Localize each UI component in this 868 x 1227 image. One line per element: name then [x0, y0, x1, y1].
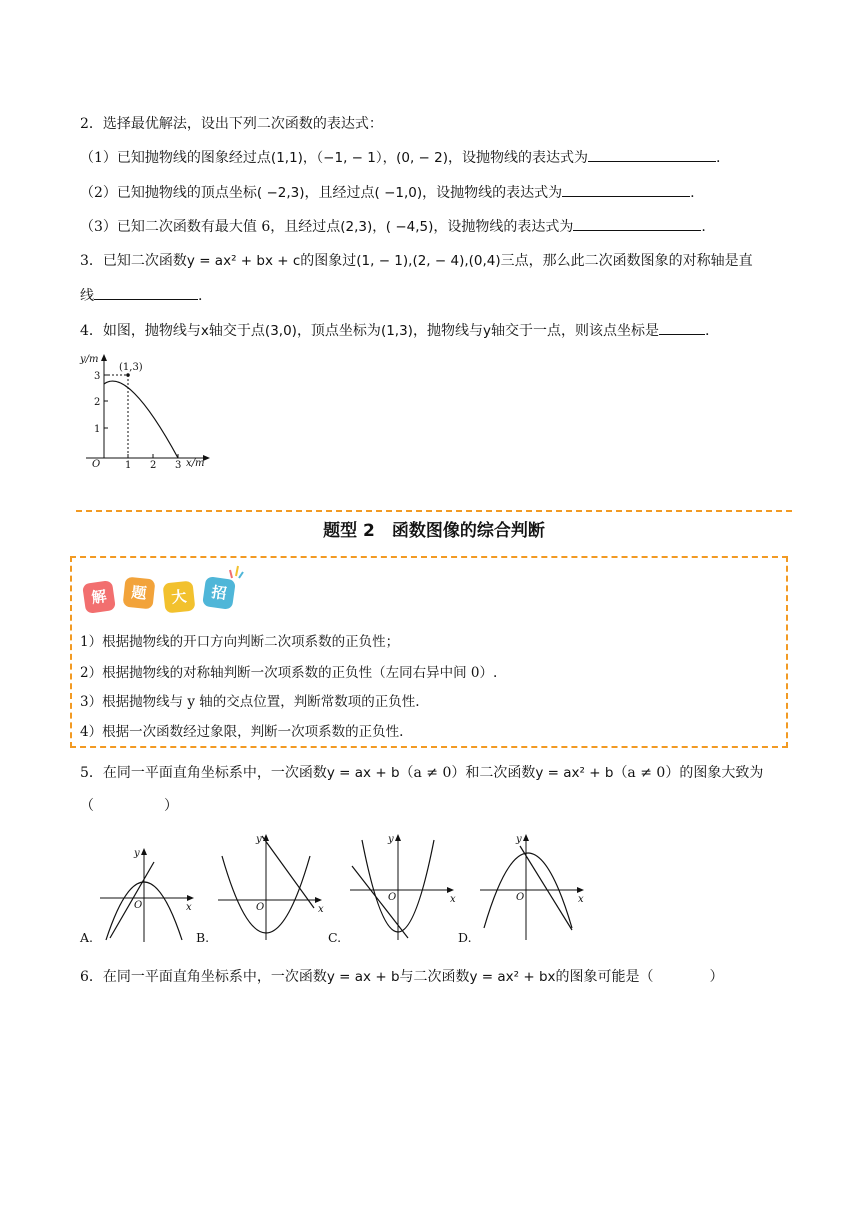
- x-axis-label: x: [318, 904, 324, 915]
- q2-part2: （2）已知抛物线的顶点坐标( −2,3)，且经过点( −1,0)，设抛物线的表达式为 .: [80, 182, 695, 203]
- answer-blank[interactable]: [659, 320, 705, 335]
- y-axis-label: y: [516, 834, 522, 845]
- option-a-label[interactable]: A.: [80, 930, 94, 945]
- tip-item: 4）根据一次函数经过象限，判断一次项系数的正负性.: [80, 724, 404, 740]
- line-graph: [352, 866, 408, 938]
- x-tick-2: 2: [150, 460, 157, 471]
- x-tick-1: 1: [125, 460, 132, 471]
- badge-char: 题: [123, 577, 156, 610]
- x-axis-label: x: [578, 894, 584, 905]
- badge-char: 招: [202, 576, 236, 610]
- x-tick-3: 3: [175, 460, 182, 471]
- option-b-graph: [214, 828, 328, 942]
- answer-blank[interactable]: [573, 216, 701, 231]
- q5-stem: 5．在同一平面直角坐标系中，一次函数y = ax + b（a ≠ 0）和二次函数y = ax² + b（a ≠ 0）的图象大致为: [80, 765, 764, 781]
- line-graph: [110, 862, 154, 938]
- y-tick-1: 1: [94, 424, 101, 435]
- y-axis-label: y: [134, 848, 140, 859]
- answer-blank[interactable]: [94, 285, 198, 300]
- q4-parabola-graph: [76, 350, 216, 472]
- y-tick-2: 2: [94, 397, 101, 408]
- origin-label: O: [256, 902, 265, 913]
- x-axis-label: x/m: [186, 458, 205, 469]
- answer-blank[interactable]: [562, 182, 690, 197]
- q6-stem: 6．在同一平面直角坐标系中，一次函数y = ax + b与二次函数y = ax² + bx的图象可能是（ ）: [80, 969, 724, 985]
- badge-char: 解: [82, 580, 116, 614]
- y-tick-3: 3: [94, 371, 101, 382]
- origin-label: O: [92, 459, 101, 470]
- section-title: 题型 2 函数图像的综合判断: [323, 521, 545, 541]
- q2-stem: 2．选择最优解法，设出下列二次函数的表达式：: [80, 116, 383, 132]
- q4-stem: 4．如图，抛物线与x轴交于点(3,0)，顶点坐标为(1,3)，抛物线与y轴交于一点，则该点坐标是 .: [80, 320, 709, 341]
- parabola-curve: [104, 381, 178, 458]
- origin-label: O: [516, 892, 525, 903]
- x-axis-label: x: [450, 894, 456, 905]
- y-axis-label: y: [388, 834, 394, 845]
- y-axis-label: y: [256, 834, 262, 845]
- y-axis-arrow: [101, 354, 107, 361]
- option-c-label[interactable]: C.: [328, 930, 342, 945]
- vertex-point: [126, 373, 130, 377]
- option-c-graph: [346, 828, 460, 942]
- q2-part1: （1）已知抛物线的图象经过点(1,1)，（−1, − 1），(0, − 2)，设抛物线的表达式为 .: [80, 147, 720, 168]
- tip-item: 3）根据抛物线与 y 轴的交点位置，判断常数项的正负性.: [80, 694, 420, 710]
- origin-label: O: [388, 892, 397, 903]
- tip-item: 2）根据抛物线的对称轴判断一次项系数的正负性（左同右异中间 0）.: [80, 665, 498, 681]
- sparkle-icon: [228, 564, 244, 580]
- option-d-graph: [476, 828, 590, 942]
- section-divider: [76, 510, 792, 512]
- q2-part3: （3）已知二次函数有最大值 6，且经过点(2,3)，( −4,5)，设抛物线的表达式为 .: [80, 216, 706, 237]
- line-graph: [520, 846, 572, 930]
- q3-line1: 3．已知二次函数y = ax² + bx + c的图象过(1, − 1),(2, − 4),(0,4)三点，那么此二次函数图象的对称轴是直: [80, 253, 753, 269]
- y-axis-label: y/m: [80, 354, 99, 365]
- tip-item: 1）根据抛物线的开口方向判断二次项系数的正负性；: [80, 634, 400, 650]
- q3-line2: 线 .: [80, 285, 202, 306]
- line-graph: [262, 836, 314, 908]
- origin-label: O: [134, 900, 143, 911]
- q5-answer-paren: （ ）: [80, 798, 178, 814]
- vertex-label: (1,3): [119, 362, 143, 373]
- badge-char: 大: [163, 581, 196, 614]
- option-d-label[interactable]: D.: [458, 930, 472, 945]
- answer-blank[interactable]: [588, 147, 716, 162]
- option-b-label[interactable]: B.: [196, 930, 210, 945]
- option-a-graph: [96, 842, 200, 946]
- x-axis-label: x: [186, 902, 192, 913]
